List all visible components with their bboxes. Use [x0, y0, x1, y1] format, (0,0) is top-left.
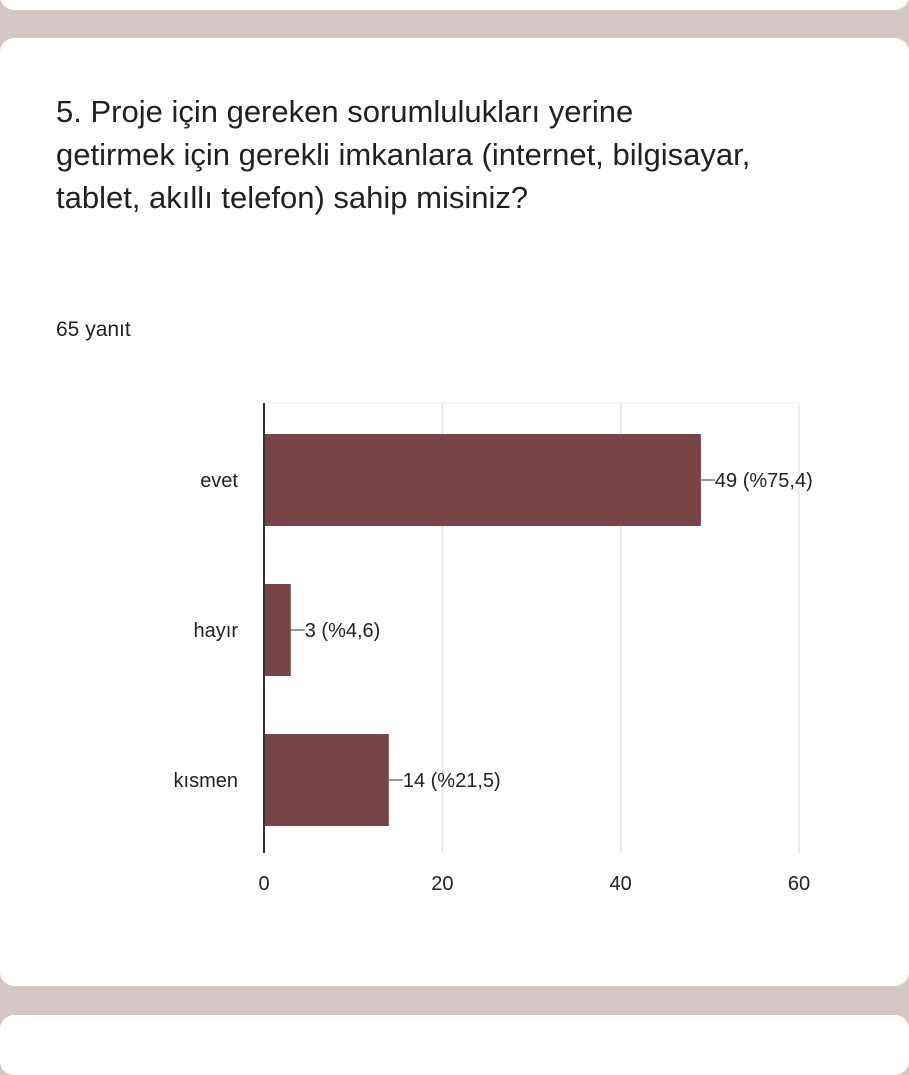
data-label: 14 (%21,5)	[402, 770, 501, 792]
bar-1	[264, 584, 291, 676]
data-label: 49 (%75,4)	[714, 470, 813, 492]
category-label: evet	[200, 470, 238, 492]
bar-0	[264, 434, 701, 526]
response-count: 65 yanıt	[56, 318, 131, 341]
question-title: 5. Proje için gereken sorumlulukları yerine getirmek için gerekli imkanlara (internet, bilgisayar, tablet, akıllı telefon) sahip misiniz?	[56, 94, 751, 215]
x-tick-label: 40	[609, 873, 632, 895]
category-label: hayır	[193, 620, 238, 642]
x-tick-label: 0	[258, 873, 270, 895]
x-tick-label: 20	[431, 873, 454, 895]
data-label: 3 (%4,6)	[304, 620, 381, 642]
bar-2	[264, 734, 389, 826]
category-label: kısmen	[173, 770, 238, 792]
next-question-card	[0, 1015, 909, 1075]
x-tick-label: 60	[787, 873, 811, 895]
